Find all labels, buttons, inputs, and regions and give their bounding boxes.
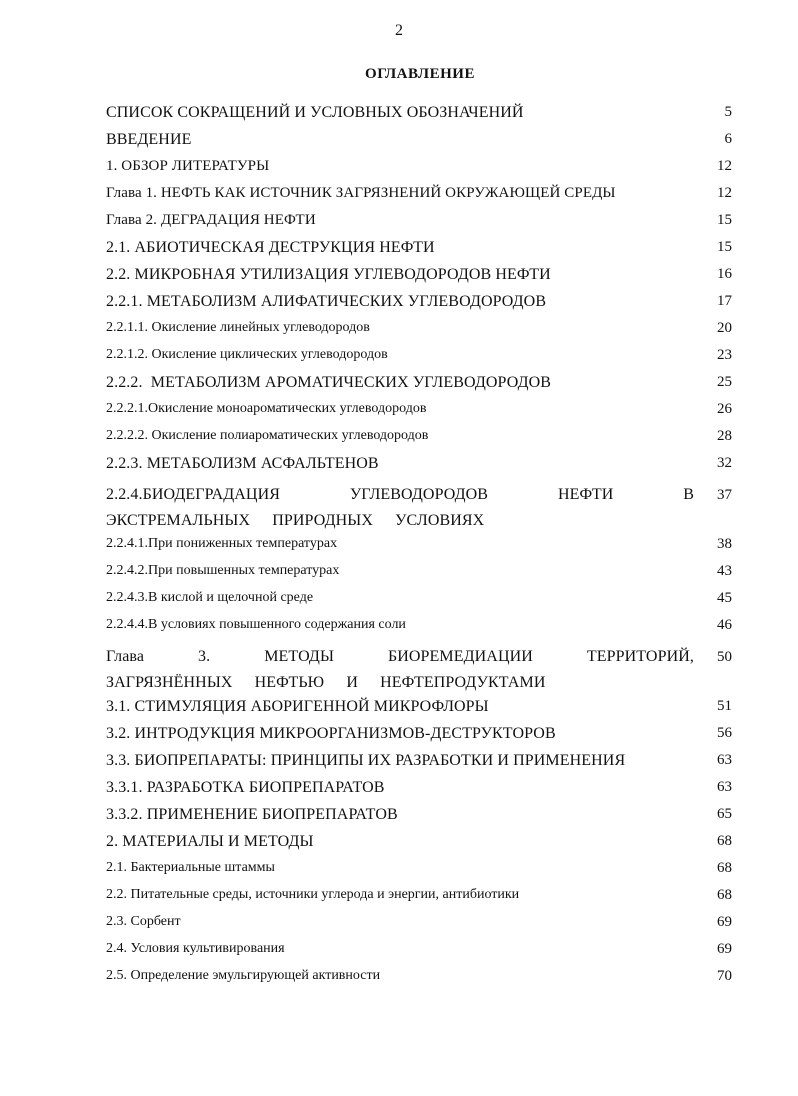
toc-entry-title: 2.2. МИКРОБНАЯ УТИЛИЗАЦИЯ УГЛЕВОДОРОДОВ НЕФТИ — [106, 266, 551, 283]
toc-title: ОГЛАВЛЕНИЕ — [365, 66, 475, 82]
toc-entry-title: Глава 2. ДЕГРАДАЦИЯ НЕФТИ — [106, 212, 316, 228]
toc-entry-2-2-4 — [106, 482, 732, 536]
toc-entry-2-2-2 — [106, 374, 732, 401]
toc-entry-page: 25 — [717, 374, 732, 390]
toc-entry-page: 45 — [717, 590, 732, 606]
toc-entry-page: 15 — [717, 239, 732, 255]
toc-entry-page: 43 — [717, 563, 732, 579]
toc-entry-title: 2.4. Условия культивирования — [106, 941, 285, 956]
toc-entry-title: 2.2.2.1.Окисление моноароматических углеводородов — [106, 401, 427, 416]
toc-entry-page: 15 — [717, 212, 732, 228]
toc-entry-mm-2-5 — [106, 968, 732, 995]
toc-entry-title: 2.2.4.БИОДЕГРАДАЦИЯ УГЛЕВОДОРОДОВ НЕФТИ В ЭКСТРЕМАЛЬНЫХ ПРИРОДНЫХ УСЛОВИЯХ — [106, 486, 694, 529]
table-of-contents — [106, 100, 732, 995]
toc-entry-page: 26 — [717, 401, 732, 417]
toc-entry-3-3-2 — [106, 806, 732, 833]
toc-entry-title: 2.2.2. МЕТАБОЛИЗМ АРОМАТИЧЕСКИХ УГЛЕВОДОРОДОВ — [106, 374, 552, 391]
toc-entry-page: 12 — [717, 158, 732, 174]
toc-entry-page: 50 — [717, 649, 732, 665]
toc-entry-title: СПИСОК СОКРАЩЕНИЙ И УСЛОВНЫХ ОБОЗНАЧЕНИЙ — [106, 104, 524, 121]
toc-entry-title: 2.1. Бактериальные штаммы — [106, 860, 275, 875]
toc-entry-title: 3.3.1. РАЗРАБОТКА БИОПРЕПАРАТОВ — [106, 779, 385, 796]
toc-entry-page: 65 — [717, 806, 732, 822]
toc-entry-page: 68 — [717, 833, 732, 849]
toc-entry-page: 20 — [717, 320, 732, 336]
toc-entry-title: 3.2. ИНТРОДУКЦИЯ МИКРООРГАНИЗМОВ-ДЕСТРУКТОРОВ — [106, 725, 556, 742]
toc-entry-mm-2-1 — [106, 860, 732, 887]
toc-entry-title: 2.2.4.4.В условиях повышенного содержания соли — [106, 617, 406, 632]
toc-entry-2-2-4-3 — [106, 590, 732, 617]
page-number: 2 — [395, 22, 403, 39]
toc-entry-title: 3.1. СТИМУЛЯЦИЯ АБОРИГЕННОЙ МИКРОФЛОРЫ — [106, 698, 489, 715]
toc-entry-page: 28 — [717, 428, 732, 444]
toc-entry-page: 23 — [717, 347, 732, 363]
toc-entry-title: 2.3. Сорбент — [106, 914, 181, 929]
toc-entry-page: 5 — [724, 104, 732, 120]
toc-entry-page: 63 — [717, 779, 732, 795]
toc-entry-title: 2.2.4.2.При повышенных температурах — [106, 563, 340, 578]
toc-entry-title: 2.2. Питательные среды, источники углерода и энергии, антибиотики — [106, 887, 520, 902]
toc-entry-2-2-4-2 — [106, 563, 732, 590]
toc-entry-page: 51 — [717, 698, 732, 714]
toc-entry-page: 17 — [717, 293, 732, 309]
toc-entry-page: 56 — [717, 725, 732, 741]
toc-entry-title: 2.2.3. МЕТАБОЛИЗМ АСФАЛЬТЕНОВ — [106, 455, 379, 472]
toc-entry-title: 2.2.1.1. Окисление линейных углеводородов — [106, 320, 370, 335]
toc-entry-2-2-2-2 — [106, 428, 732, 455]
toc-entry-chapter-1 — [106, 185, 732, 212]
toc-entry-title: 3.3.2. ПРИМЕНЕНИЕ БИОПРЕПАРАТОВ — [106, 806, 398, 823]
toc-entry-page: 70 — [717, 968, 732, 984]
toc-entry-2-2-4-1 — [106, 536, 732, 563]
toc-entry-2-2-4-4 — [106, 617, 732, 644]
toc-entry-mm-2-4 — [106, 941, 732, 968]
toc-entry-introduction — [106, 131, 732, 158]
toc-entry-title: 2.2.1.2. Окисление циклических углеводородов — [106, 347, 388, 362]
toc-entry-title: 3.3. БИОПРЕПАРАТЫ: ПРИНЦИПЫ ИХ РАЗРАБОТКИ И ПРИМЕНЕНИЯ — [106, 752, 626, 769]
toc-entry-page: 38 — [717, 536, 732, 552]
toc-entry-2-2-1-1 — [106, 320, 732, 347]
toc-entry-2-2-2-1 — [106, 401, 732, 428]
toc-entry-3-3 — [106, 752, 732, 779]
toc-entry-page: 69 — [717, 914, 732, 930]
toc-entry-3-3-1 — [106, 779, 732, 806]
toc-entry-title: 2. МАТЕРИАЛЫ И МЕТОДЫ — [106, 833, 314, 850]
toc-entry-chapter-3 — [106, 644, 732, 698]
toc-entry-page: 6 — [724, 131, 732, 147]
toc-entry-abbreviations — [106, 104, 732, 131]
toc-entry-page: 68 — [717, 860, 732, 876]
toc-entry-title: 2.2.4.3.В кислой и щелочной среде — [106, 590, 314, 605]
toc-entry-page: 16 — [717, 266, 732, 282]
toc-entry-title: 2.2.1. МЕТАБОЛИЗМ АЛИФАТИЧЕСКИХ УГЛЕВОДОРОДОВ — [106, 293, 547, 310]
toc-entry-2-2-3 — [106, 455, 732, 482]
toc-entry-title: 2.2.4.1.При пониженных температурах — [106, 536, 338, 551]
toc-entry-title: Глава 3. МЕТОДЫ БИОРЕМЕДИАЦИИ ТЕРРИТОРИЙ, ЗАГРЯЗНЁННЫХ НЕФТЬЮ И НЕФТЕПРОДУКТАМИ — [106, 648, 694, 691]
toc-entry-2-1 — [106, 239, 732, 266]
toc-entry-materials-methods — [106, 833, 732, 860]
toc-entry-page: 32 — [717, 455, 732, 471]
toc-entry-title: 1. ОБЗОР ЛИТЕРАТУРЫ — [106, 158, 270, 174]
toc-entry-title: 2.5. Определение эмульгирующей активности — [106, 968, 381, 983]
toc-entry-3-2 — [106, 725, 732, 752]
toc-entry-chapter-2 — [106, 212, 732, 239]
toc-entry-title: Глава 1. НЕФТЬ КАК ИСТОЧНИК ЗАГРЯЗНЕНИЙ ОКРУЖАЮЩЕЙ СРЕДЫ — [106, 185, 616, 201]
toc-entry-title: 2.2.2.2. Окисление полиароматических углеводородов — [106, 428, 429, 443]
toc-entry-mm-2-2 — [106, 887, 732, 914]
toc-entry-2-2-1 — [106, 293, 732, 320]
toc-entry-2-2-1-2 — [106, 347, 732, 374]
toc-entry-page: 68 — [717, 887, 732, 903]
toc-entry-mm-2-3 — [106, 914, 732, 941]
toc-entry-3-1 — [106, 698, 732, 725]
toc-entry-page: 69 — [717, 941, 732, 957]
toc-entry-page: 46 — [717, 617, 732, 633]
toc-entry-title: 2.1. АБИОТИЧЕСКАЯ ДЕСТРУКЦИЯ НЕФТИ — [106, 239, 435, 256]
toc-entry-page: 63 — [717, 752, 732, 768]
toc-entry-2-2 — [106, 266, 732, 293]
toc-entry-title: ВВЕДЕНИЕ — [106, 131, 192, 148]
toc-entry-page: 12 — [717, 185, 732, 201]
toc-entry-page: 37 — [717, 487, 732, 503]
toc-entry-literature-review — [106, 158, 732, 185]
